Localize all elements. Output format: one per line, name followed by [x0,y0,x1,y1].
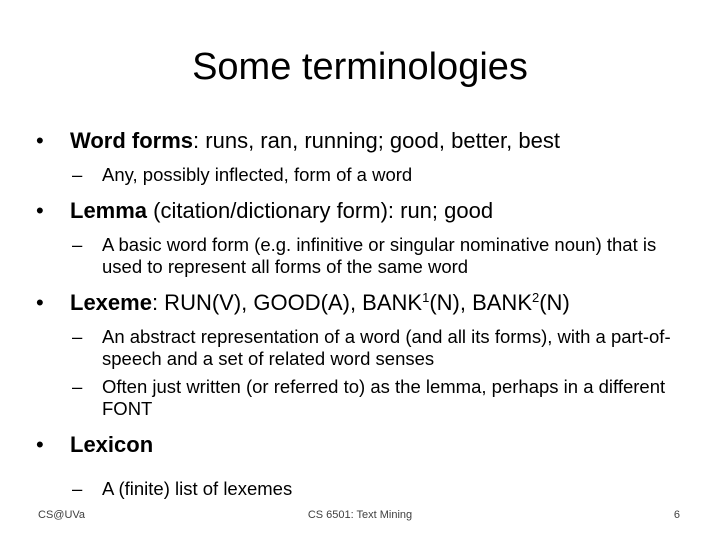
term-desc: (N) [539,290,570,315]
sub-bullet [36,164,696,186]
superscript: 1 [422,290,430,305]
page-number: 6 [673,509,680,521]
term: Lemma [70,198,148,223]
term: Word forms [70,128,194,153]
dash-icon: – [72,376,83,397]
slide-content [36,126,696,506]
term-desc: : RUN(V), GOOD(A), BANK [151,290,423,315]
bullet-icon: • [36,432,44,457]
sub-text: A (finite) list of lexemes [102,478,293,499]
footer-left: CS@UVa [38,509,86,521]
term: Lexeme [70,290,152,315]
sub-text: A basic word form (e.g. infinitive or singular nominative noun) that is used to represent all forms of the same word [102,234,657,277]
bullet-icon: • [36,128,44,153]
sub-bullet [36,326,696,370]
bullet-icon: • [36,198,44,223]
bullet-lexeme [36,288,696,318]
dash-icon: – [72,164,83,185]
term-desc: (citation/dictionary form): run; good [147,198,494,223]
bullet-lemma [36,196,696,226]
bullet-lexicon [36,430,696,460]
sub-text: An abstract representation of a word (and all its forms), with a part-of-speech and a set of related word senses [102,326,671,369]
dash-icon: – [72,326,83,347]
term-desc: : runs, ran, running; good, better, best [193,128,560,153]
term-desc: (N), BANK [429,290,532,315]
footer-center: CS 6501: Text Mining [307,509,413,521]
term: Lexicon [70,432,154,457]
sub-text: Any, possibly inflected, form of a word [102,164,413,185]
superscript: 2 [532,290,540,305]
bullet-word-forms [36,126,696,156]
bullet-icon: • [36,290,44,315]
slide-title: Some terminologies [192,46,528,88]
sub-text: Often just written (or referred to) as the lemma, perhaps in a different FONT [102,376,666,419]
dash-icon: – [72,234,83,255]
dash-icon: – [72,478,83,499]
sub-bullet [36,234,696,278]
sub-bullet [36,376,696,420]
sub-bullet [36,478,696,500]
